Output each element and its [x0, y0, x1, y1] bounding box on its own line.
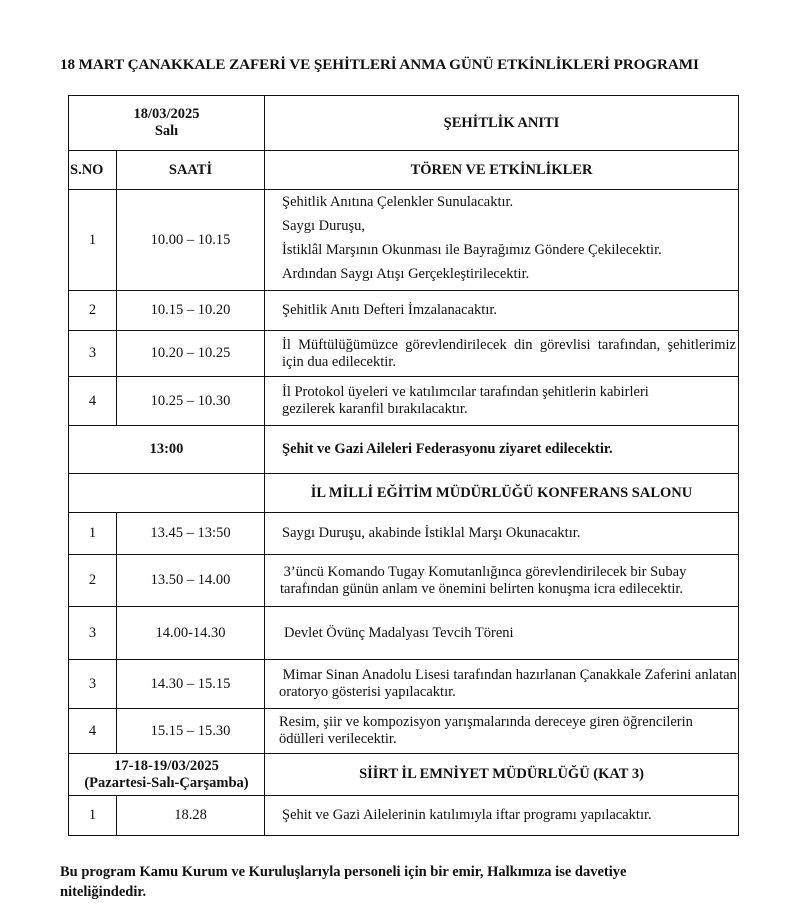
table-row	[69, 555, 739, 607]
visit-description: Şehit ve Gazi Aileleri Federasyonu ziyaret edilecektir.	[265, 426, 739, 474]
section-days: (Pazartesi-Salı-Çarşamba)	[84, 774, 249, 791]
row-number: 3	[69, 331, 117, 377]
visit-row	[69, 426, 739, 474]
row-number: 2	[69, 555, 117, 607]
col-header-sno: S.NO	[69, 151, 117, 190]
row-time: 15.15 – 15.30	[117, 709, 265, 754]
section-date-cell	[69, 754, 265, 796]
row-time: 14.00-14.30	[117, 607, 265, 660]
section-date-cell	[69, 474, 265, 513]
section-date-cell	[69, 96, 265, 151]
section-header-row	[69, 754, 739, 796]
section-location: İL MİLLİ EĞİTİM MÜDÜRLÜĞÜ KONFERANS SALONU	[265, 474, 739, 513]
table-row	[69, 607, 739, 660]
row-number: 1	[69, 513, 117, 555]
description-line: Ardından Saygı Atışı Gerçekleştirilecektir.	[282, 266, 530, 282]
table-row	[69, 331, 739, 377]
row-time: 10.00 – 10.15	[117, 190, 265, 291]
row-time: 10.20 – 10.25	[117, 331, 265, 377]
row-description: Şehitlik Anıtı Defteri İmzalanacaktır.	[265, 291, 739, 331]
section-header-row	[69, 96, 739, 151]
visit-time: 13:00	[69, 426, 265, 474]
row-description: İl Müftülüğümüzce görevlendirilecek din görevlisi tarafından, şehitlerimiz için dua edilecektir.	[265, 331, 739, 377]
program-table	[68, 95, 739, 836]
table-row	[69, 513, 739, 555]
description-line: Şehitlik Anıtına Çelenkler Sunulacaktır.	[282, 194, 514, 210]
row-number: 4	[69, 377, 117, 426]
row-time: 18.28	[117, 796, 265, 836]
description-line: İstiklâl Marşının Okunması ile Bayrağımız Göndere Çekilecektir.	[282, 242, 662, 258]
row-description: Saygı Duruşu, akabinde İstiklal Marşı Okunacaktır.	[265, 513, 739, 555]
section-date: 18/03/2025	[133, 106, 200, 122]
table-row	[69, 190, 739, 291]
table-row	[69, 709, 739, 754]
column-header-row	[69, 151, 739, 190]
section-location: SİİRT İL EMNİYET MÜDÜRLÜĞÜ (KAT 3)	[265, 754, 739, 796]
section-date: 17-18-19/03/2025	[114, 757, 219, 774]
row-description: İl Protokol üyeleri ve katılımcılar tarafından şehitlerin kabirleri gezilerek karanfil bırakılacaktır.	[265, 377, 739, 426]
row-time: 13.50 – 14.00	[117, 555, 265, 607]
row-description: Mimar Sinan Anadolu Lisesi tarafından hazırlanan Çanakkale Zaferini anlatan oratoryo gösterisi yapılacaktır.	[265, 660, 739, 709]
row-description: 3’üncü Komando Tugay Komutanlığınca görevlendirilecek bir Subay tarafından günün anlam ve önemini belirten konuşma icra edilecektir.	[265, 555, 739, 607]
row-time: 13.45 – 13:50	[117, 513, 265, 555]
row-number: 1	[69, 796, 117, 836]
section-location: ŞEHİTLİK ANITI	[265, 96, 739, 151]
row-time: 14.30 – 15.15	[117, 660, 265, 709]
description-line: Saygı Duruşu,	[282, 218, 365, 234]
row-number: 3	[69, 607, 117, 660]
row-description: Resim, şiir ve kompozisyon yarışmalarında dereceye giren öğrencilerin ödülleri verilecektir.	[265, 709, 739, 754]
section-header-row	[69, 474, 739, 513]
table-row	[69, 377, 739, 426]
row-number: 2	[69, 291, 117, 331]
row-number: 4	[69, 709, 117, 754]
table-row	[69, 796, 739, 836]
section-day: Salı	[154, 123, 179, 139]
row-time: 10.25 – 10.30	[117, 377, 265, 426]
row-number: 1	[69, 190, 117, 291]
col-header-events: TÖREN VE ETKİNLİKLER	[265, 151, 739, 190]
table-row	[69, 660, 739, 709]
row-number: 3	[69, 660, 117, 709]
col-header-time: SAATİ	[117, 151, 265, 190]
table-row	[69, 291, 739, 331]
row-description	[265, 190, 739, 291]
row-description: Devlet Övünç Madalyası Tevcih Töreni	[265, 607, 739, 660]
footer-note: Bu program Kamu Kurum ve Kuruluşlarıyla personeli için bir emir, Halkımıza ise davetiye niteliğindedir.	[60, 864, 627, 900]
document-title: 18 MART ÇANAKKALE ZAFERİ VE ŞEHİTLERİ ANMA GÜNÜ ETKİNLİKLERİ PROGRAMI	[60, 56, 699, 73]
row-description: Şehit ve Gazi Ailelerinin katılımıyla iftar programı yapılacaktır.	[265, 796, 739, 836]
row-time: 10.15 – 10.20	[117, 291, 265, 331]
